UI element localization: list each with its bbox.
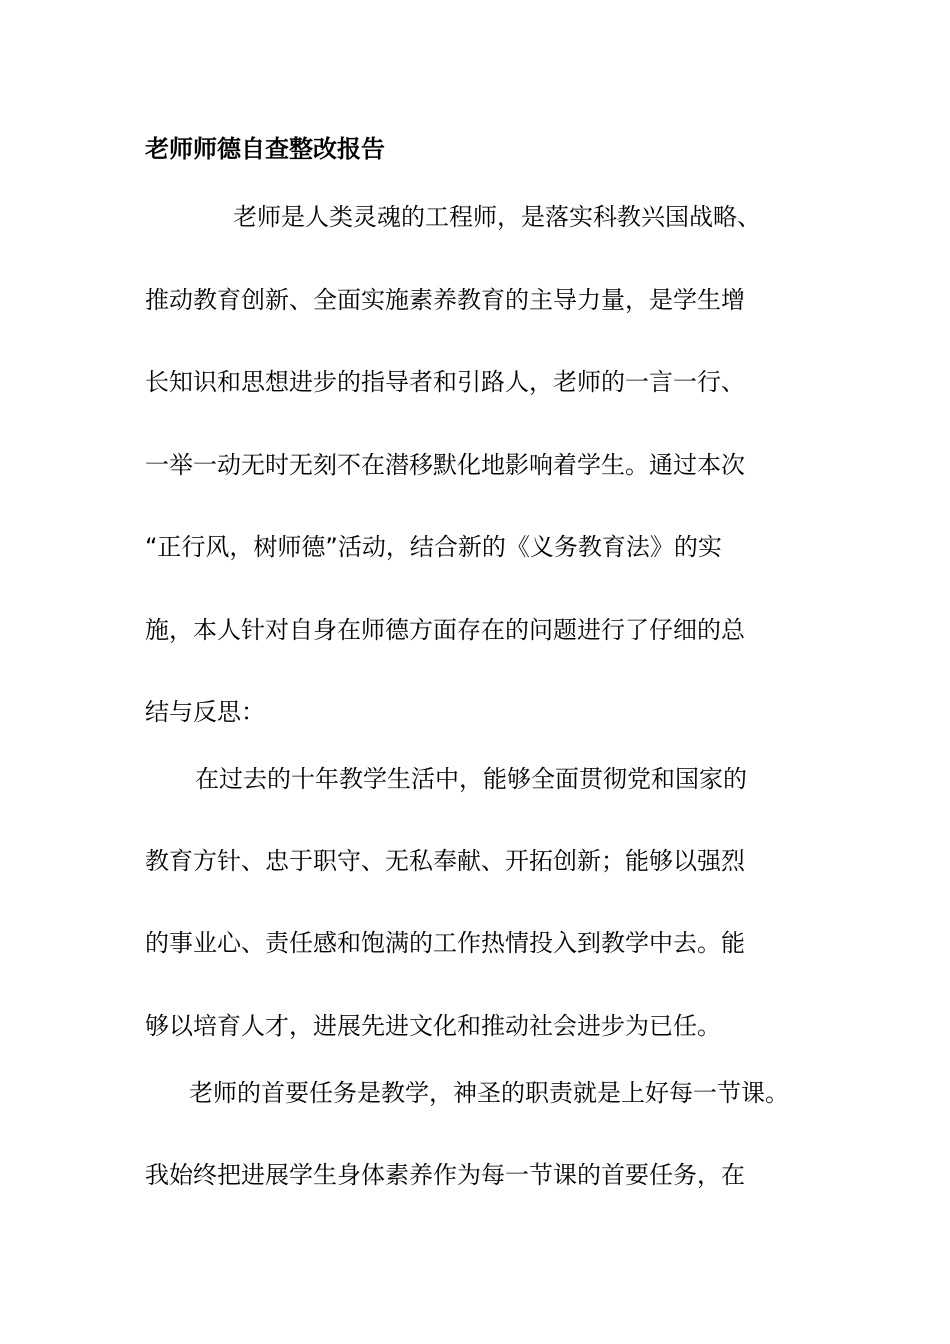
- paragraph-line: 教育方针、忠于职守、无私奉献、开拓创新；能够以强烈: [145, 847, 745, 875]
- paragraph-line: 长知识和思想进步的指导者和引路人，老师的一言一行、: [145, 368, 745, 396]
- paragraph-line: 在过去的十年教学生活中，能够全面贯彻党和国家的: [195, 765, 747, 793]
- paragraph-line: 老师的首要任务是教学，神圣的职责就是上好每一节课。: [189, 1079, 789, 1107]
- paragraph-line: 的事业心、责任感和饱满的工作热情投入到教学中去。能: [145, 929, 745, 957]
- paragraph-line: 施，本人针对自身在师德方面存在的问题进行了仔细的总: [145, 616, 745, 644]
- paragraph-line: 够以培育人才，进展先进文化和推动社会进步为已任。: [145, 1012, 721, 1040]
- paragraph-line: 我始终把进展学生身体素养作为每一节课的首要任务，在: [145, 1161, 745, 1189]
- paragraph-line: 推动教育创新、全面实施素养教育的主导力量，是学生增: [145, 286, 745, 314]
- paragraph-line: 结与反思：: [145, 698, 265, 726]
- document-title: 老师师德自查整改报告: [145, 135, 385, 163]
- paragraph-line: 老师是人类灵魂的工程师，是落实科教兴国战略、: [233, 203, 761, 231]
- paragraph-line: 一举一动无时无刻不在潜移默化地影响着学生。通过本次: [145, 451, 745, 479]
- paragraph-line: “正行风，树师德”活动，结合新的《义务教育法》的实: [145, 533, 722, 561]
